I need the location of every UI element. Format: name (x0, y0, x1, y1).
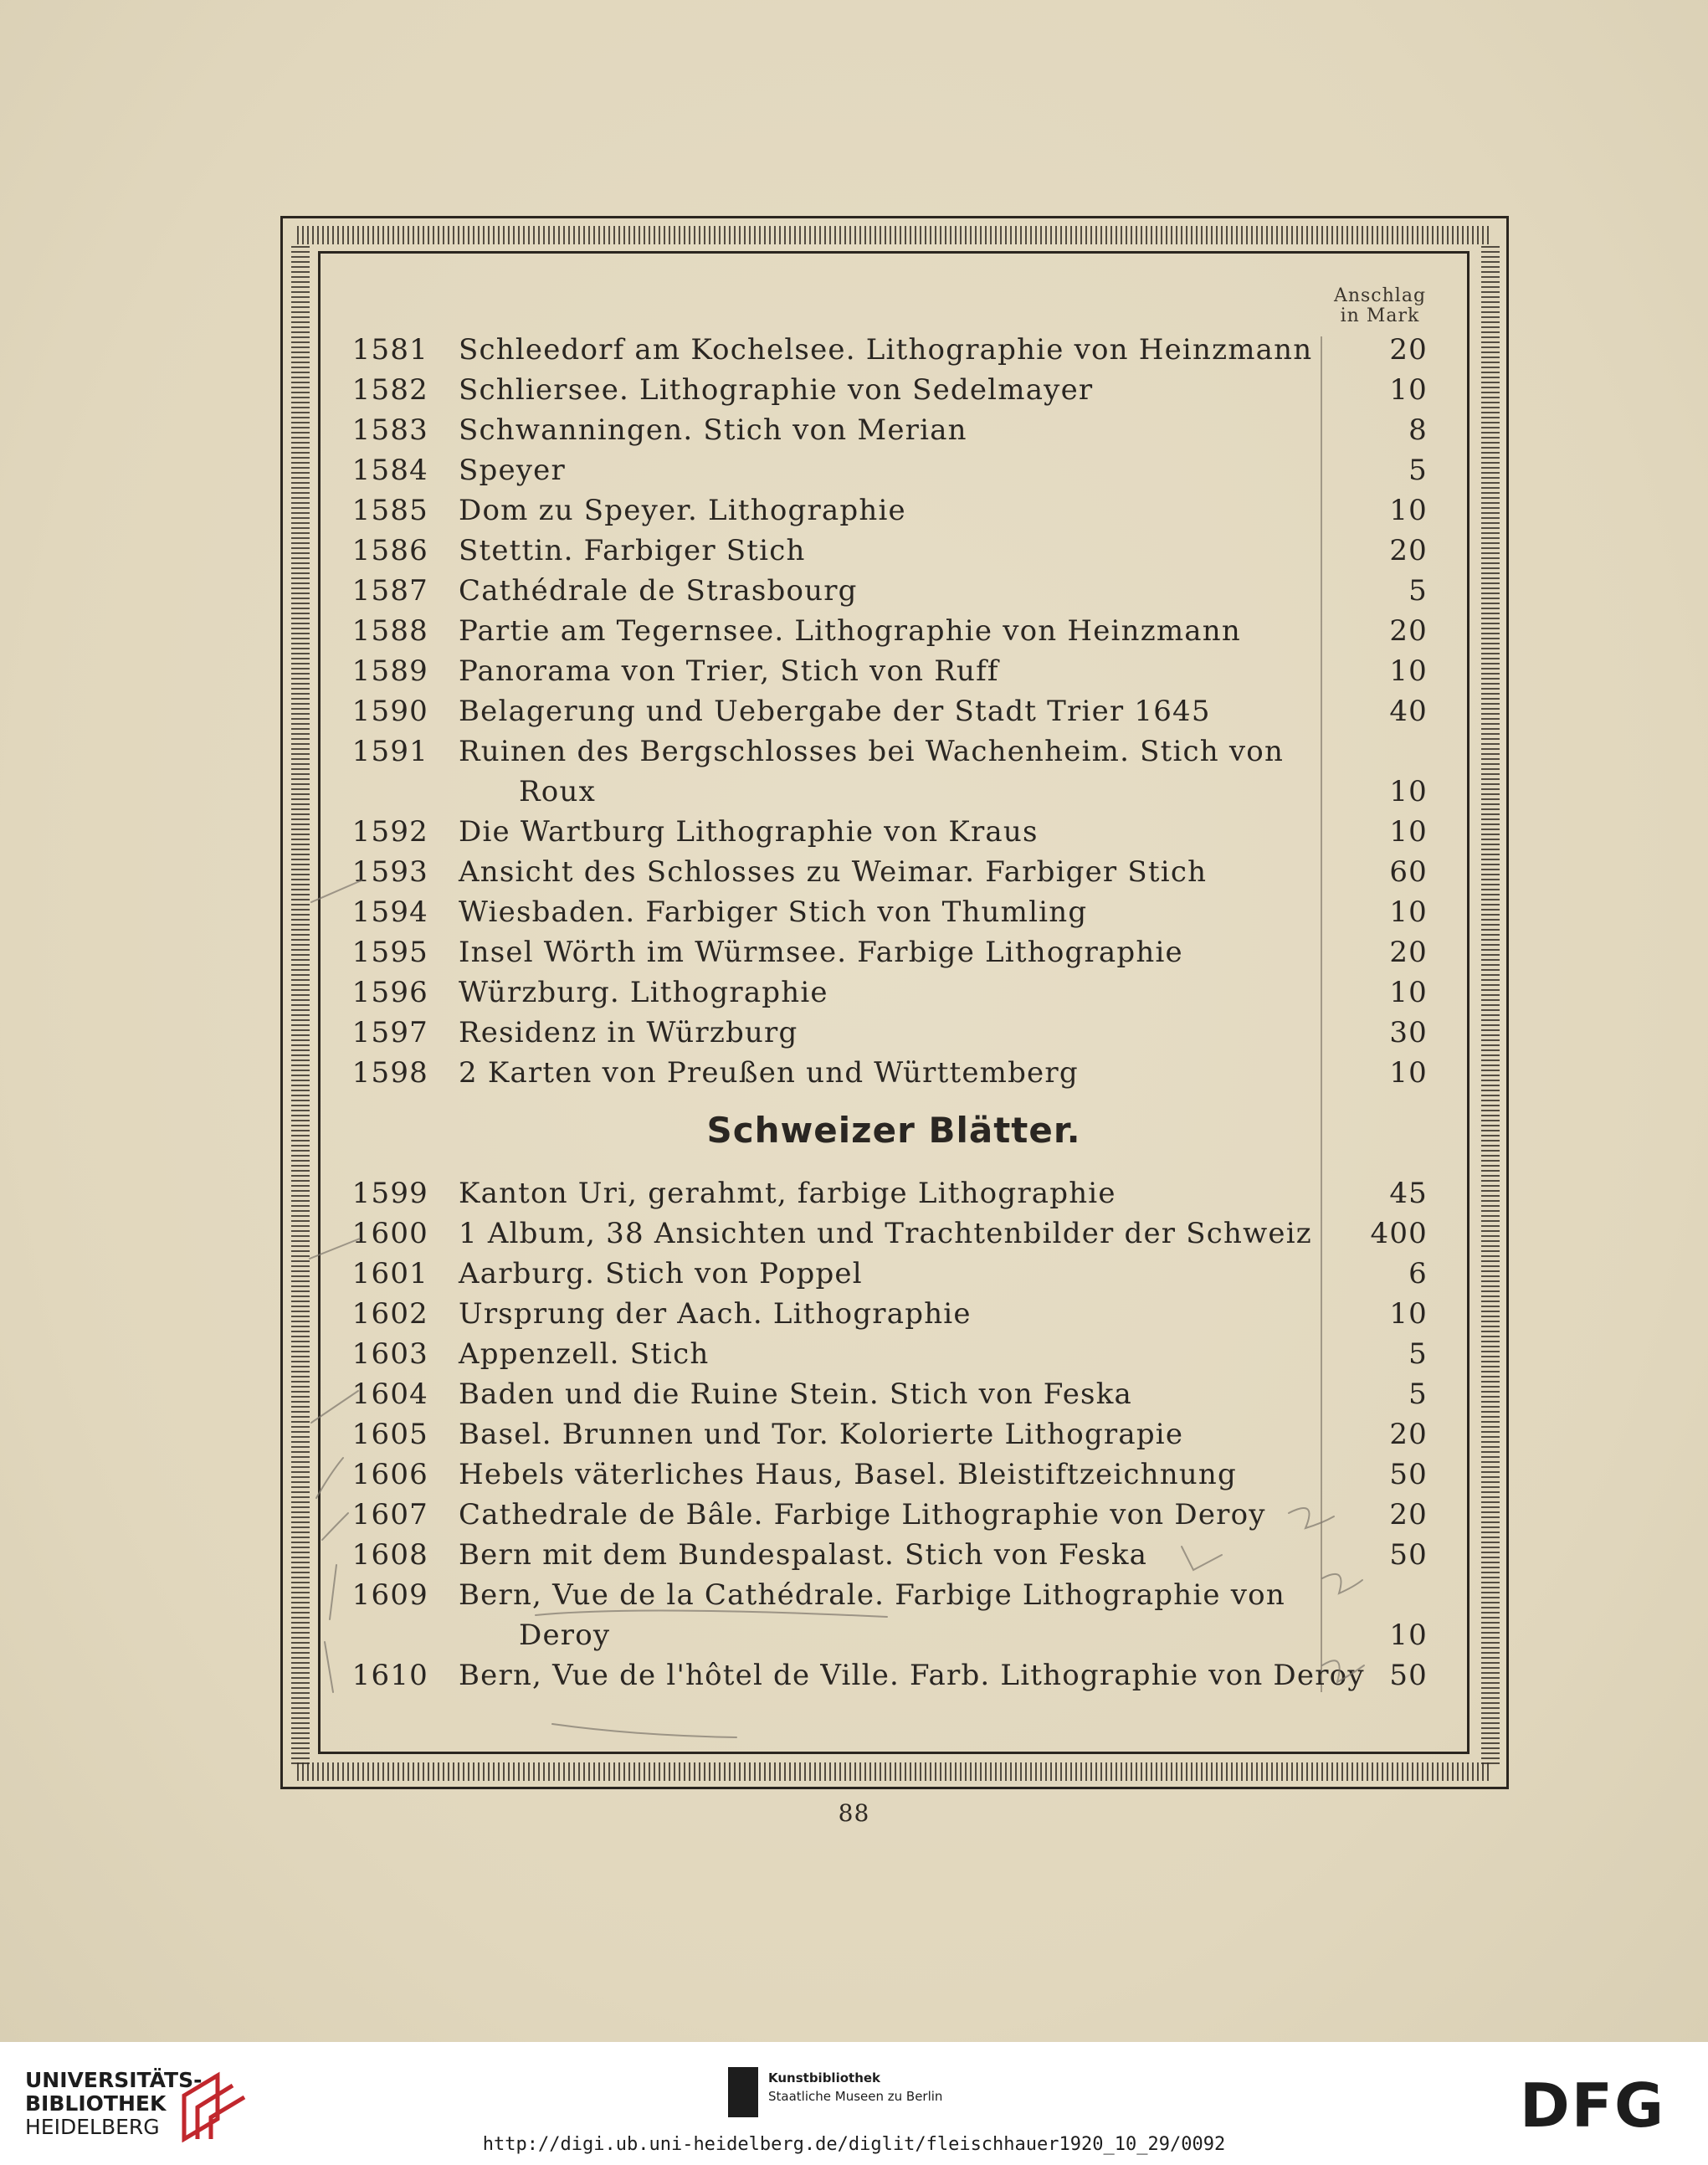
uni-logo-line1: UNIVERSITÄTS- (25, 2068, 203, 2092)
section-title: Schweizer Blätter. (706, 1110, 1081, 1151)
catalog-row (351, 772, 1448, 812)
lot-title: Partie am Tegernsee. Lithographie von Heinzmann (459, 614, 1241, 648)
lot-price: 20 (1389, 614, 1428, 648)
catalog-row (351, 450, 1448, 490)
lot-price: 45 (1389, 1177, 1428, 1210)
lot-title: Speyer (459, 454, 566, 487)
catalog-row (351, 1294, 1448, 1334)
footer-band (0, 2042, 1708, 2165)
catalog-row (351, 1535, 1448, 1575)
lot-number: 1583 (351, 413, 428, 447)
frame-hatch-bottom (297, 1762, 1492, 1781)
lot-price: 10 (1389, 895, 1428, 929)
catalog-row (351, 1615, 1448, 1655)
lot-title: Ansicht des Schlosses zu Weimar. Farbiger Stich (459, 855, 1208, 889)
lot-price: 5 (1408, 1377, 1428, 1411)
lot-price: 20 (1389, 936, 1428, 969)
catalog-row (351, 1213, 1448, 1254)
lot-price: 10 (1389, 815, 1428, 849)
lot-number: 1591 (351, 735, 428, 768)
lot-number: 1584 (351, 454, 428, 487)
lot-number: 1596 (351, 976, 428, 1009)
lot-title: Würzburg. Lithographie (459, 976, 828, 1009)
lot-price: 6 (1408, 1257, 1428, 1290)
page-number: 88 (838, 1799, 870, 1827)
lot-number: 1603 (351, 1337, 428, 1371)
lot-title: Dom zu Speyer. Lithographie (459, 494, 906, 527)
lot-title: Aarburg. Stich von Poppel (459, 1257, 863, 1290)
lot-number: 1587 (351, 574, 428, 608)
lot-number: 1600 (351, 1217, 428, 1250)
lot-price: 10 (1389, 373, 1428, 407)
lot-price: 5 (1408, 1337, 1428, 1371)
catalog-row (351, 531, 1448, 571)
lot-title: Baden und die Ruine Stein. Stich von Feska (459, 1377, 1132, 1411)
catalog-row (351, 370, 1448, 410)
lot-number: 1599 (351, 1177, 428, 1210)
lot-title: Cathédrale de Strasbourg (459, 574, 858, 608)
catalog-row (351, 571, 1448, 611)
catalog-row (351, 1173, 1448, 1213)
lot-title: Insel Wörth im Würmsee. Farbige Lithographie (459, 936, 1183, 969)
lot-number: 1608 (351, 1538, 428, 1572)
lot-title: Bern, Vue de la Cathédrale. Farbige Lithographie von (459, 1578, 1285, 1612)
lot-price: 60 (1389, 855, 1428, 889)
kb-logo-line1: Kunstbibliothek (768, 2070, 881, 2085)
kunstbibliothek-logo (728, 2067, 996, 2126)
catalog-row (351, 611, 1448, 651)
lot-title: Schleedorf am Kochelsee. Lithographie von Heinzmann (459, 333, 1313, 367)
catalog-row (351, 1053, 1448, 1093)
lot-price: 10 (1389, 1056, 1428, 1090)
lot-price: 10 (1389, 775, 1428, 808)
lot-title: Stettin. Farbiger Stich (459, 534, 806, 567)
lot-title: Panorama von Trier, Stich von Ruff (459, 654, 999, 688)
catalog-row (351, 1414, 1448, 1454)
lot-price: 5 (1408, 454, 1428, 487)
catalog-row (351, 1334, 1448, 1374)
lot-number: 1595 (351, 936, 428, 969)
kb-logo-line2: Staatliche Museen zu Berlin (768, 2089, 943, 2104)
lot-price: 40 (1389, 695, 1428, 728)
catalog-row (351, 1495, 1448, 1535)
price-header-line1: Anschlag (1333, 285, 1427, 306)
catalog-row (351, 1575, 1448, 1615)
lot-title: Belagerung und Uebergabe der Stadt Trier 1645 (459, 695, 1211, 728)
lot-title: Ursprung der Aach. Lithographie (459, 1297, 972, 1331)
kunstbibliothek-mark-icon (728, 2067, 758, 2117)
lot-number: 1605 (351, 1418, 428, 1451)
lot-price: 10 (1389, 1619, 1428, 1652)
lot-title: Ruinen des Bergschlosses bei Wachenheim. Stich von (459, 735, 1285, 768)
lot-price: 10 (1389, 976, 1428, 1009)
price-header-line2: in Mark (1340, 305, 1420, 326)
lot-number: 1602 (351, 1297, 428, 1331)
lot-price: 400 (1370, 1217, 1428, 1250)
frame-hatch-top (297, 226, 1492, 244)
lot-number: 1610 (351, 1659, 428, 1692)
lot-title: Bern mit dem Bundespalast. Stich von Feska (459, 1538, 1148, 1572)
lot-title: Residenz in Würzburg (459, 1016, 798, 1049)
lot-price: 30 (1389, 1016, 1428, 1049)
catalog-row (351, 490, 1448, 531)
catalog-row (351, 892, 1448, 932)
lot-price: 50 (1389, 1659, 1428, 1692)
catalog-row (351, 932, 1448, 972)
catalog-row (351, 1254, 1448, 1294)
lot-number: 1586 (351, 534, 428, 567)
lot-number: 1606 (351, 1458, 428, 1491)
lot-title: Die Wartburg Lithographie von Kraus (459, 815, 1039, 849)
lot-title: Wiesbaden. Farbiger Stich von Thumling (459, 895, 1088, 929)
uni-emblem-icon (174, 2067, 249, 2142)
lot-price: 10 (1389, 654, 1428, 688)
lot-price: 50 (1389, 1458, 1428, 1491)
lot-price: 20 (1389, 534, 1428, 567)
catalog-row (351, 691, 1448, 731)
catalog-row (351, 731, 1448, 772)
lot-title: Schliersee. Lithographie von Sedelmayer (459, 373, 1094, 407)
lot-title: Bern, Vue de l'hôtel de Ville. Farb. Lithographie von Deroy (459, 1659, 1365, 1692)
lot-title: 1 Album, 38 Ansichten und Trachtenbilder der Schweiz (459, 1217, 1312, 1250)
lot-title: Hebels väterliches Haus, Basel. Bleistiftzeichnung (459, 1458, 1237, 1491)
lot-title: Kanton Uri, gerahmt, farbige Lithographie (459, 1177, 1116, 1210)
lot-price: 5 (1408, 574, 1428, 608)
frame-hatch-left (291, 243, 310, 1764)
lot-price: 20 (1389, 1498, 1428, 1531)
lot-number: 1609 (351, 1578, 428, 1612)
frame-hatch-right (1481, 243, 1500, 1764)
lot-number: 1604 (351, 1377, 428, 1411)
lot-number: 1597 (351, 1016, 428, 1049)
lot-number: 1593 (351, 855, 428, 889)
lot-number: 1592 (351, 815, 428, 849)
lot-price: 50 (1389, 1538, 1428, 1572)
lot-price: 20 (1389, 1418, 1428, 1451)
lot-number: 1590 (351, 695, 428, 728)
lot-title: 2 Karten von Preußen und Württemberg (459, 1056, 1079, 1090)
catalog-row (351, 812, 1448, 852)
lot-number: 1601 (351, 1257, 428, 1290)
lot-price: 8 (1408, 413, 1428, 447)
lot-number: 1581 (351, 333, 428, 367)
catalog-row (351, 1454, 1448, 1495)
lot-number: 1589 (351, 654, 428, 688)
lot-title: Roux (519, 775, 596, 808)
lot-number: 1585 (351, 494, 428, 527)
catalog-row (351, 1013, 1448, 1053)
lot-number: 1582 (351, 373, 428, 407)
lot-price: 10 (1389, 1297, 1428, 1331)
lot-title: Schwanningen. Stich von Merian (459, 413, 967, 447)
catalog-row (351, 1374, 1448, 1414)
lot-number: 1594 (351, 895, 428, 929)
catalog-row (351, 1655, 1448, 1696)
lot-title: Deroy (519, 1619, 611, 1652)
lot-title: Cathedrale de Bâle. Farbige Lithographie von Deroy (459, 1498, 1266, 1531)
catalog-row (351, 972, 1448, 1013)
source-url[interactable]: http://digi.ub.uni-heidelberg.de/diglit/fleischhauer1920_10_29/0092 (482, 2134, 1226, 2155)
dfg-logo: DFG (1520, 2070, 1666, 2141)
catalog-row (351, 410, 1448, 450)
lot-price: 10 (1389, 494, 1428, 527)
price-column-header (1331, 286, 1429, 326)
lot-number: 1607 (351, 1498, 428, 1531)
catalog-row (351, 330, 1448, 370)
lot-title: Basel. Brunnen und Tor. Kolorierte Lithograpie (459, 1418, 1184, 1451)
university-library-logo (25, 2067, 243, 2142)
lot-number: 1588 (351, 614, 428, 648)
uni-logo-line2: BIBLIOTHEK (25, 2091, 167, 2116)
catalog-row (351, 852, 1448, 892)
lot-number: 1598 (351, 1056, 428, 1090)
lot-title: Appenzell. Stich (459, 1337, 710, 1371)
uni-logo-line3: HEIDELBERG (25, 2115, 160, 2139)
lot-price: 20 (1389, 333, 1428, 367)
catalog-row (351, 651, 1448, 691)
